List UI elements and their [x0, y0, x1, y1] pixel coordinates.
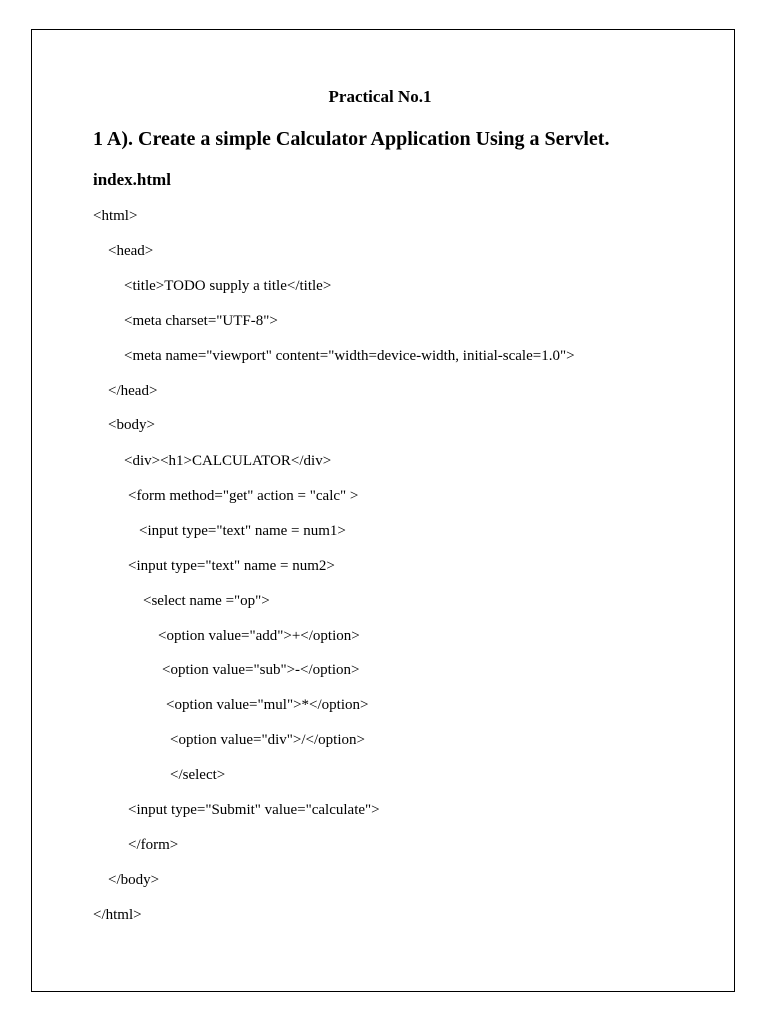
code-line: </head> — [108, 383, 158, 399]
code-line: </select> — [170, 767, 226, 783]
code-line: </form> — [128, 837, 179, 853]
code-line: <title>TODO supply a title</title> — [124, 278, 332, 294]
code-line: <input type="text" name = num2> — [128, 558, 335, 574]
code-line: <option value="div">/</option> — [170, 732, 365, 748]
code-line: <div><h1>CALCULATOR</div> — [124, 453, 332, 469]
code-line: <html> — [93, 208, 138, 224]
code-line: <select name ="op"> — [143, 593, 270, 609]
code-line: <input type="text" name = num1> — [139, 523, 346, 539]
code-line: <input type="Submit" value="calculate"> — [128, 802, 380, 818]
code-line: <head> — [108, 243, 154, 259]
code-line: <meta name="viewport" content="width=device-width, initial-scale=1.0"> — [124, 348, 575, 364]
code-line: <form method="get" action = "calc" > — [128, 488, 359, 504]
file-heading: index.html — [93, 170, 171, 189]
code-line: <option value="sub">-</option> — [162, 662, 360, 678]
code-line: <body> — [108, 417, 155, 433]
practical-title: Practical No.1 — [328, 87, 432, 106]
code-line: </html> — [93, 907, 142, 923]
code-line: <option value="mul">*</option> — [166, 697, 369, 713]
section-heading: 1 A). Create a simple Calculator Application Using a Servlet. — [93, 128, 610, 150]
code-line: <option value="add">+</option> — [158, 628, 360, 644]
code-line: <meta charset="UTF-8"> — [124, 313, 278, 329]
code-line: </body> — [108, 872, 160, 888]
